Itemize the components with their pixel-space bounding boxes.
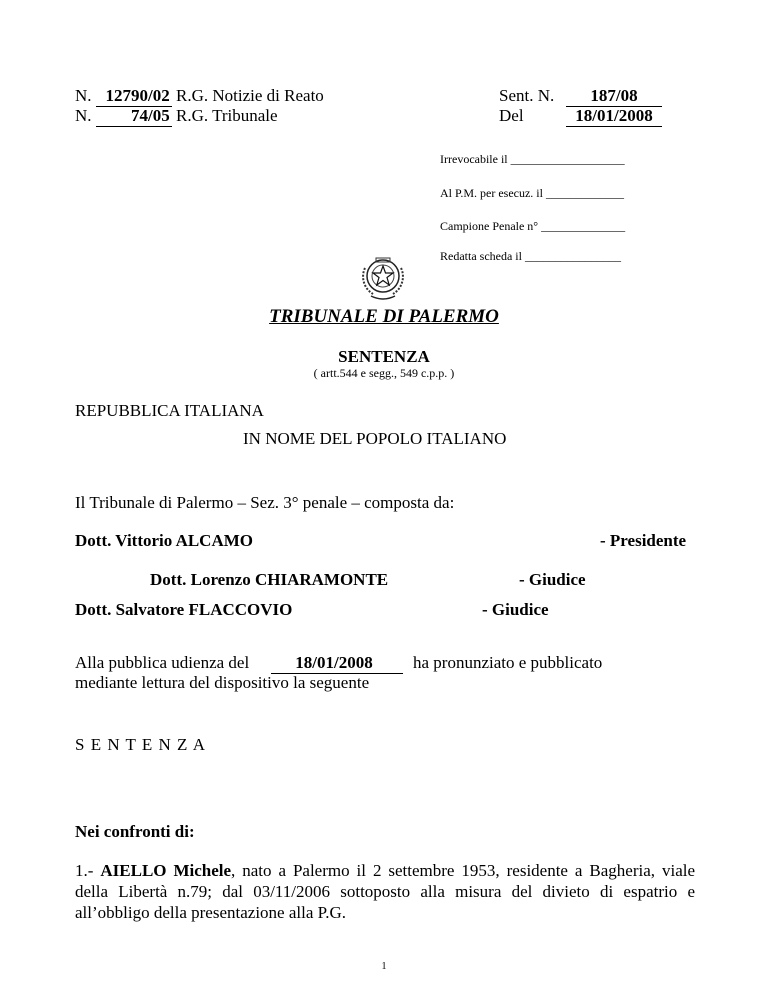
hearing-after: ha pronunziato e pubblicato [413, 653, 603, 672]
popolo-heading: IN NOME DEL POPOLO ITALIANO [243, 429, 507, 448]
sent-number: 187/08 [566, 86, 662, 107]
republic-emblem-icon [357, 254, 409, 304]
del-date: 18/01/2008 [566, 106, 662, 127]
defendant-paragraph [75, 860, 695, 923]
header-prefix-1: N. [75, 86, 92, 105]
hearing-before: Alla pubblica udienza del [75, 653, 250, 672]
registry-pm-esecuz: Al P.M. per esecuz. il _____________ [440, 186, 624, 200]
court-title: TRIBUNALE DI PALERMO [269, 306, 499, 327]
judge-role-3: - Giudice [482, 600, 549, 619]
rg-tribunale-number: 74/05 [96, 106, 172, 127]
judge-name-1: Dott. Vittorio ALCAMO [75, 531, 254, 550]
judge-role-1: - Presidente [600, 531, 687, 550]
republic-heading: REPUBBLICA ITALIANA [75, 401, 264, 420]
registry-campione-penale: Campione Penale n° ______________ [440, 219, 626, 233]
header-line-1 [75, 86, 324, 107]
rg-notizie-label: R.G. Notizie di Reato [176, 86, 324, 105]
del-label: Del [499, 106, 524, 125]
page-number: 1 [381, 961, 387, 972]
composition-intro: Il Tribunale di Palermo – Sez. 3° penale – composta da: [75, 493, 455, 512]
rg-tribunale-label: R.G. Tribunale [176, 106, 278, 125]
header-prefix-2: N. [75, 106, 92, 125]
registry-scheda: Redatta scheda il ________________ [440, 249, 621, 263]
defendant-index: 1.- [75, 861, 94, 880]
defendant-details: , nato a Palermo il 2 settembre 1953, residente a Bagheria, viale della Libertà n.79; dal 03/11/2006 sottoposto alla misura del divieto di espatrio e all’obbligo della presentazione alla P.G. [75, 861, 696, 922]
sentenza-spaced: S E N T E N Z A [75, 735, 207, 754]
registry-irrevocabile: Irrevocabile il ___________________ [440, 152, 625, 166]
hearing-date: 18/01/2008 [271, 653, 403, 674]
nei-confronti-label: Nei confronti di: [75, 822, 195, 841]
hearing-line-2: mediante lettura del dispositivo la seguente [75, 673, 370, 692]
rg-notizie-number: 12790/02 [96, 86, 172, 107]
judge-role-2: - Giudice [519, 570, 586, 589]
defendant-name: AIELLO Michele [100, 861, 232, 880]
document-type: SENTENZA [338, 347, 430, 366]
judge-name-2: Dott. Lorenzo CHIARAMONTE [150, 570, 389, 589]
articles-reference: ( artt.544 e segg., 549 c.p.p. ) [313, 366, 455, 380]
judge-name-3: Dott. Salvatore FLACCOVIO [75, 600, 293, 619]
header-line-2 [75, 106, 278, 127]
sent-label: Sent. N. [499, 86, 555, 105]
